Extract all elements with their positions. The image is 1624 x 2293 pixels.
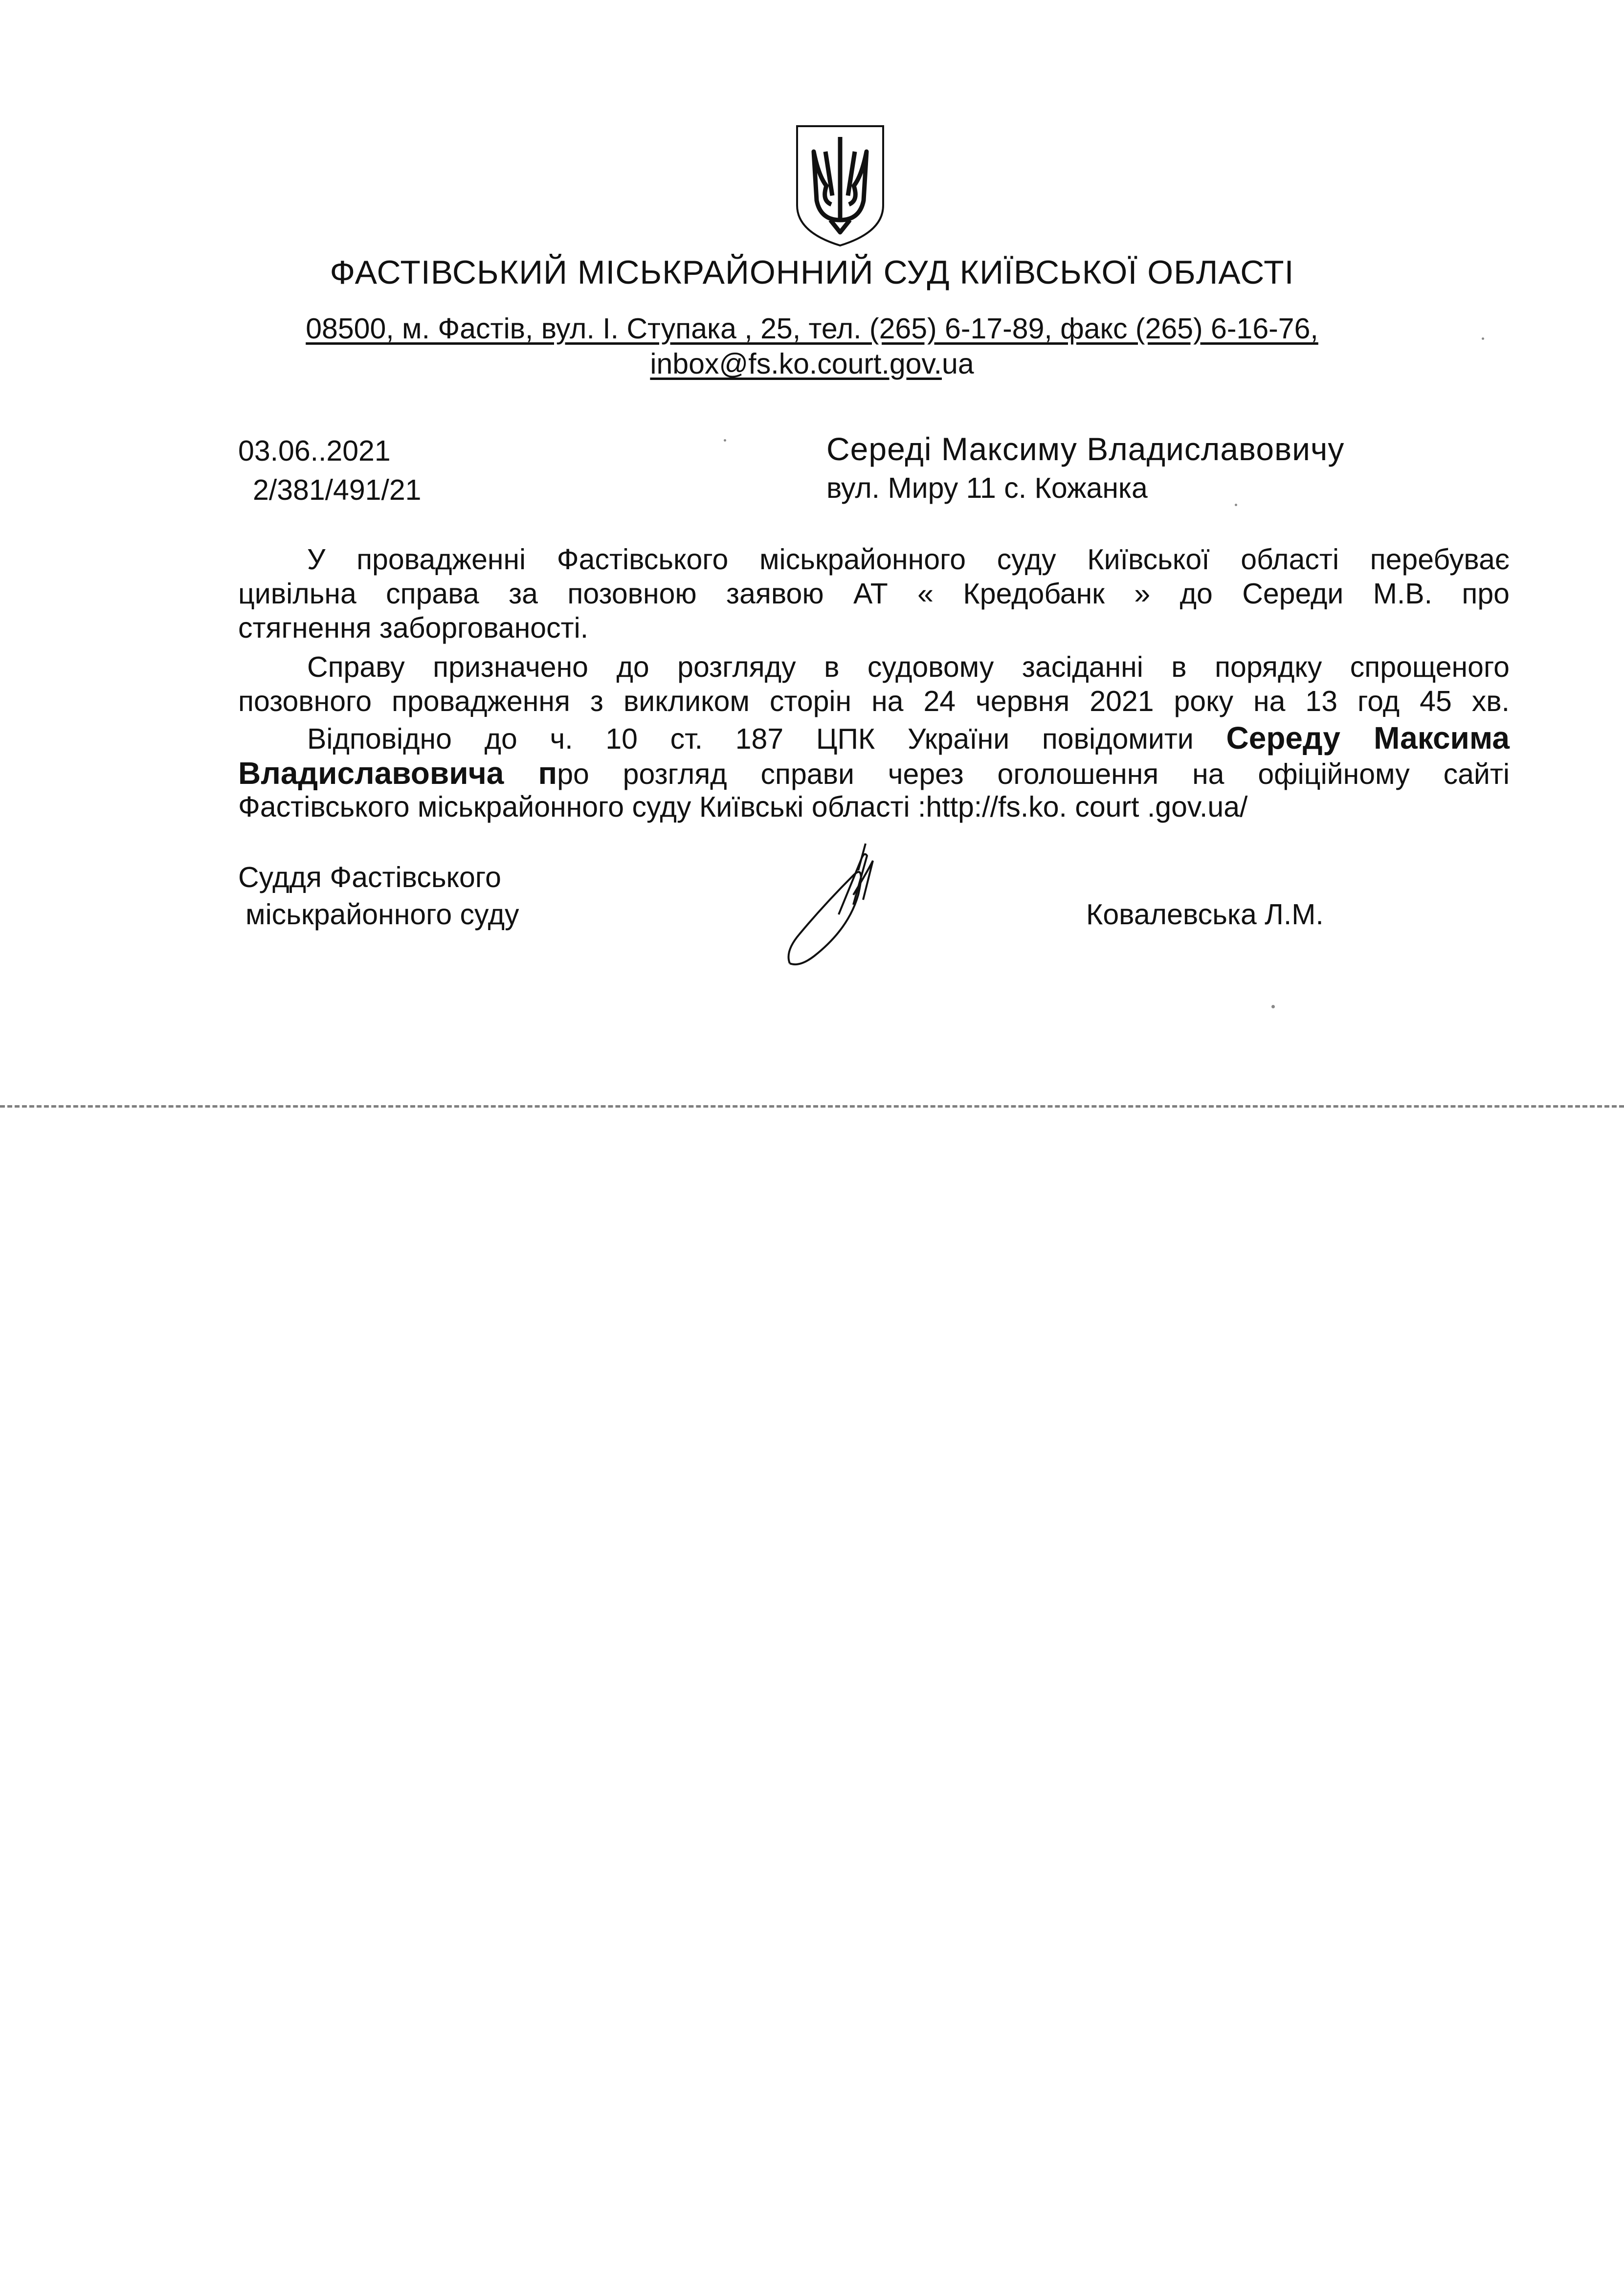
body-bold-text: Владиславовича п [238,756,557,791]
recipient-address: вул. Миру 11 с. Кожанка [826,472,1148,504]
body-line: У провадженні Фастівського міськрайонного суду Київської області перебуває [307,543,1510,576]
body-line: Справу призначено до розгляду в судовому засіданні в порядку спрощеного [307,651,1510,683]
scan-speck [1482,337,1484,340]
body-line: цивільна справа за позовною заявою АТ « Кредобанк » до Середи М.В. про [238,578,1510,610]
judge-name: Ковалевська Л.М. [1086,898,1324,931]
letter-date: 03.06..2021 [238,435,391,467]
handwritten-signature-icon [780,841,907,968]
case-number: 2/381/491/21 [253,474,422,506]
body-line: позовного провадження з викликом сторін на 24 червня 2021 року на 13 год 45 хв. [238,685,1510,717]
judge-title-line1: Суддя Фастівського [238,861,501,893]
scan-speck [1235,504,1237,506]
body-line [238,755,1510,791]
court-email-underlined: inbox@fs.ko.court.gov. [650,348,942,380]
scan-speck [1271,1005,1275,1008]
court-address-line: 08500, м. Фастів, вул. І. Ступака , 25, тел. (265) 6-17-89, факс (265) 6-16-76, [306,312,1318,345]
recipient-name: Середі Максиму Владиславовичу [826,431,1345,467]
court-name: ФАСТІВСЬКИЙ МІСЬКРАЙОННИЙ СУД КИЇВСЬКОЇ ОБЛАСТІ [330,254,1294,291]
body-text: Відповідно до ч. 10 ст. 187 ЦПК України повідомити [307,723,1194,755]
body-line [307,720,1510,756]
body-line: стягнення заборгованості. [238,612,589,644]
court-email-suffix: ua [942,348,974,380]
body-bold-text: Середу Максима [1226,720,1510,756]
court-email [0,347,1624,380]
body-text: ро розгляд справи через оголошення на офіційному сайті [557,758,1510,790]
page-divider [0,1105,1624,1108]
body-line: Фастівського міськрайонного суду Київські області :http://fs.ko. court .gov.ua/ [238,791,1248,823]
judge-title-line2: міськрайонного суду [245,898,519,931]
court-address [0,312,1624,345]
trident-emblem-icon [791,122,889,249]
scan-speck [724,439,726,442]
